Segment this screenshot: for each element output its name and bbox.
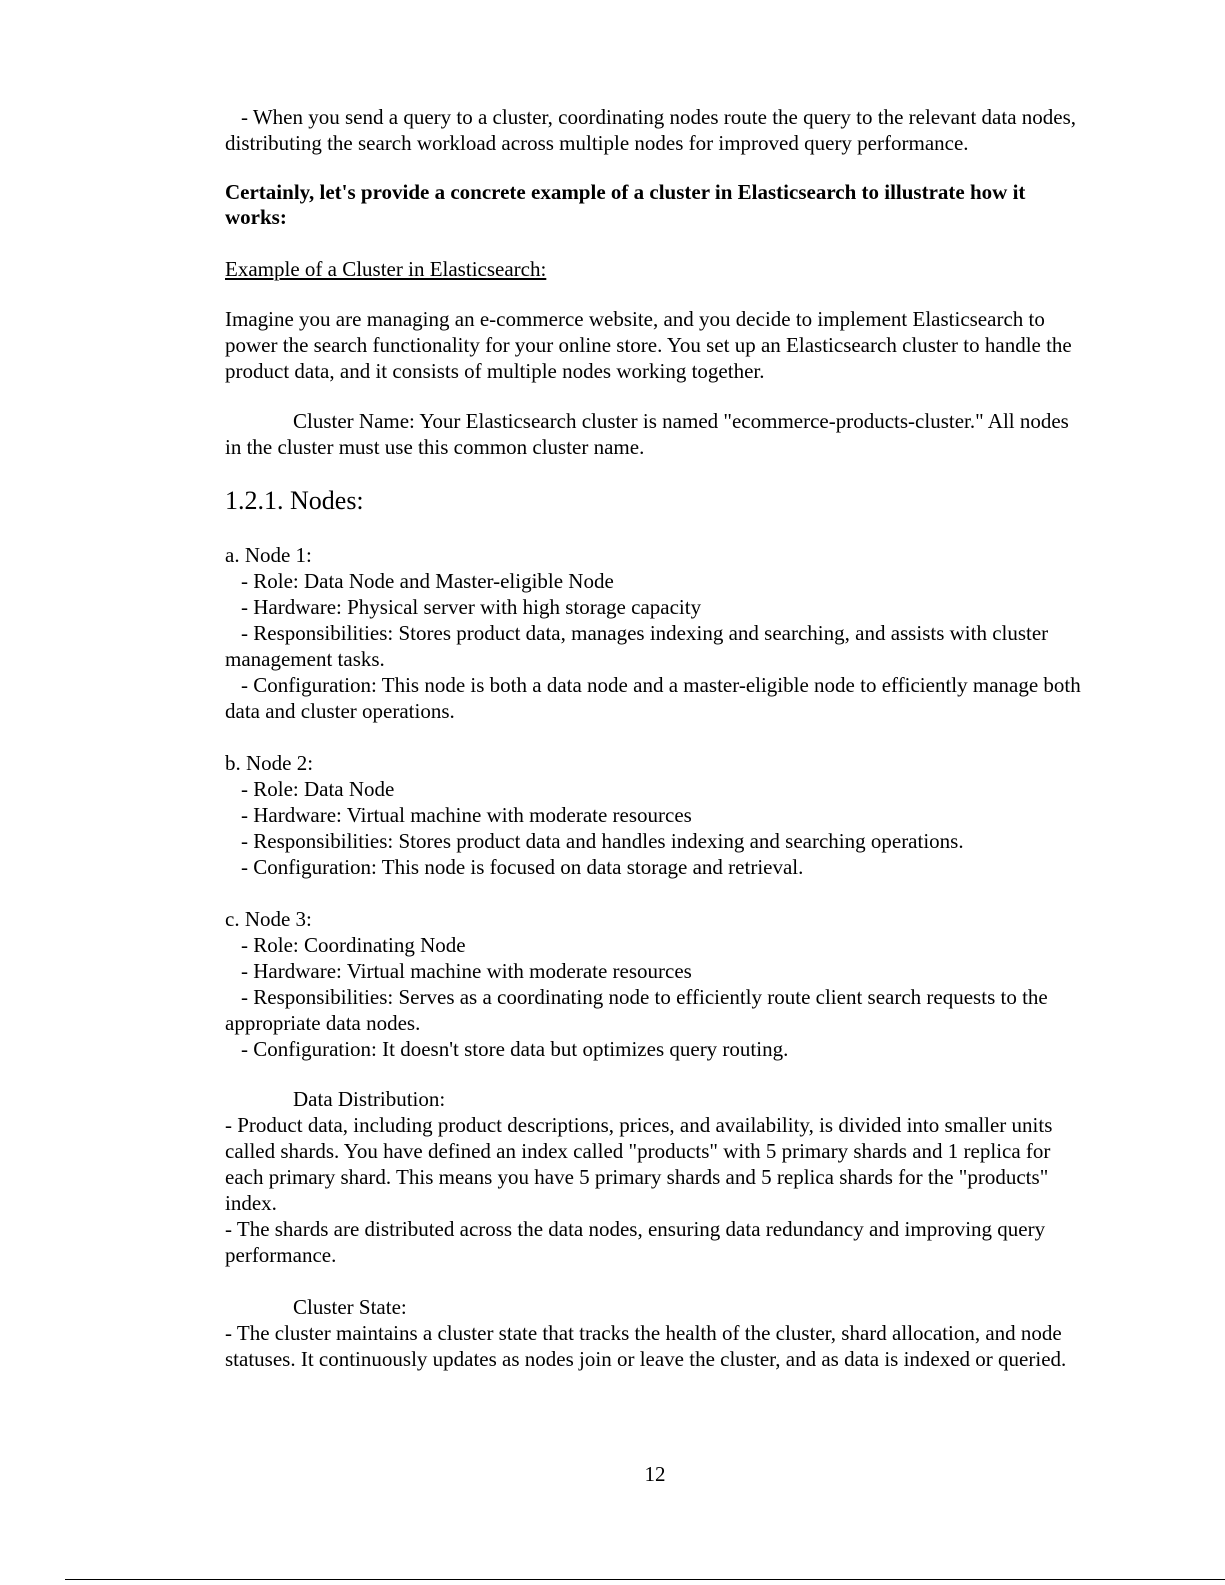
example-heading: Example of a Cluster in Elasticsearch: (225, 257, 547, 281)
page-number: 12 (644, 1462, 666, 1486)
node-title: c. Node 3: (225, 907, 312, 931)
cluster-name-paragraph: Cluster Name: Your Elasticsearch cluster is named "ecommerce-products-cluster." All nodes in the cluster must use this common cluster name. (225, 409, 1069, 459)
node-hardware: - Hardware: Virtual machine with moderate resources (241, 959, 692, 983)
bottom-divider (65, 1579, 1225, 1580)
node-configuration: - Configuration: It doesn't store data but optimizes query routing. (241, 1037, 789, 1061)
bold-heading: Certainly, let's provide a concrete example of a cluster in Elasticsearch to illustrate how it works: (225, 180, 1026, 229)
node-hardware: - Hardware: Virtual machine with moderate resources (241, 803, 692, 827)
node-configuration: - Configuration: This node is both a data node and a master-eligible node to efficiently manage both data and cluster operations. (225, 673, 1081, 723)
node-responsibilities: - Responsibilities: Stores product data, manages indexing and searching, and assists with cluster management tasks. (225, 621, 1049, 671)
node-title: a. Node 1: (225, 543, 312, 567)
node-configuration: - Configuration: This node is focused on data storage and retrieval. (241, 855, 804, 879)
node-responsibilities: - Responsibilities: Serves as a coordinating node to efficiently route client search requests to the appropriate data nodes. (225, 985, 1048, 1035)
scenario-paragraph: Imagine you are managing an e-commerce website, and you decide to implement Elasticsearch to power the search functionality for your online store. You set up an Elasticsearch cluster to handle the product data, and it consists of multiple nodes working together. (225, 307, 1072, 383)
data-distribution-point: - The shards are distributed across the data nodes, ensuring data redundancy and improving query performance. (225, 1217, 1046, 1267)
cluster-state-heading: Cluster State: (293, 1295, 407, 1319)
node-responsibilities: - Responsibilities: Stores product data and handles indexing and searching operations. (241, 829, 964, 853)
section-heading: 1.2.1. Nodes: (225, 486, 364, 515)
intro-paragraph: - When you send a query to a cluster, coordinating nodes route the query to the relevant data nodes, distributing the search workload across multiple nodes for improved query performance. (225, 105, 1077, 155)
node-block-1 (225, 542, 1085, 724)
node-role: - Role: Data Node (241, 777, 395, 801)
data-distribution-heading: Data Distribution: (293, 1087, 446, 1111)
node-block-3 (225, 906, 1085, 1062)
document-page (225, 104, 1085, 1372)
data-distribution-point: - Product data, including product descriptions, prices, and availability, is divided into smaller units called shards. You have defined an index called "products" with 5 primary shards and 1 replica for each primary shard. This means you have 5 primary shards and 5 replica shards for the "products" index. (225, 1113, 1053, 1215)
node-role: - Role: Coordinating Node (241, 933, 466, 957)
cluster-state-point: - The cluster maintains a cluster state that tracks the health of the cluster, shard allocation, and node statuses. It continuously updates as nodes join or leave the cluster, and as data is indexed or queried. (225, 1321, 1067, 1371)
node-block-2 (225, 750, 1085, 880)
node-hardware: - Hardware: Physical server with high storage capacity (241, 595, 702, 619)
cluster-state-block (225, 1294, 1085, 1372)
data-distribution-block (225, 1086, 1085, 1268)
node-title: b. Node 2: (225, 751, 314, 775)
node-role: - Role: Data Node and Master-eligible Node (241, 569, 614, 593)
